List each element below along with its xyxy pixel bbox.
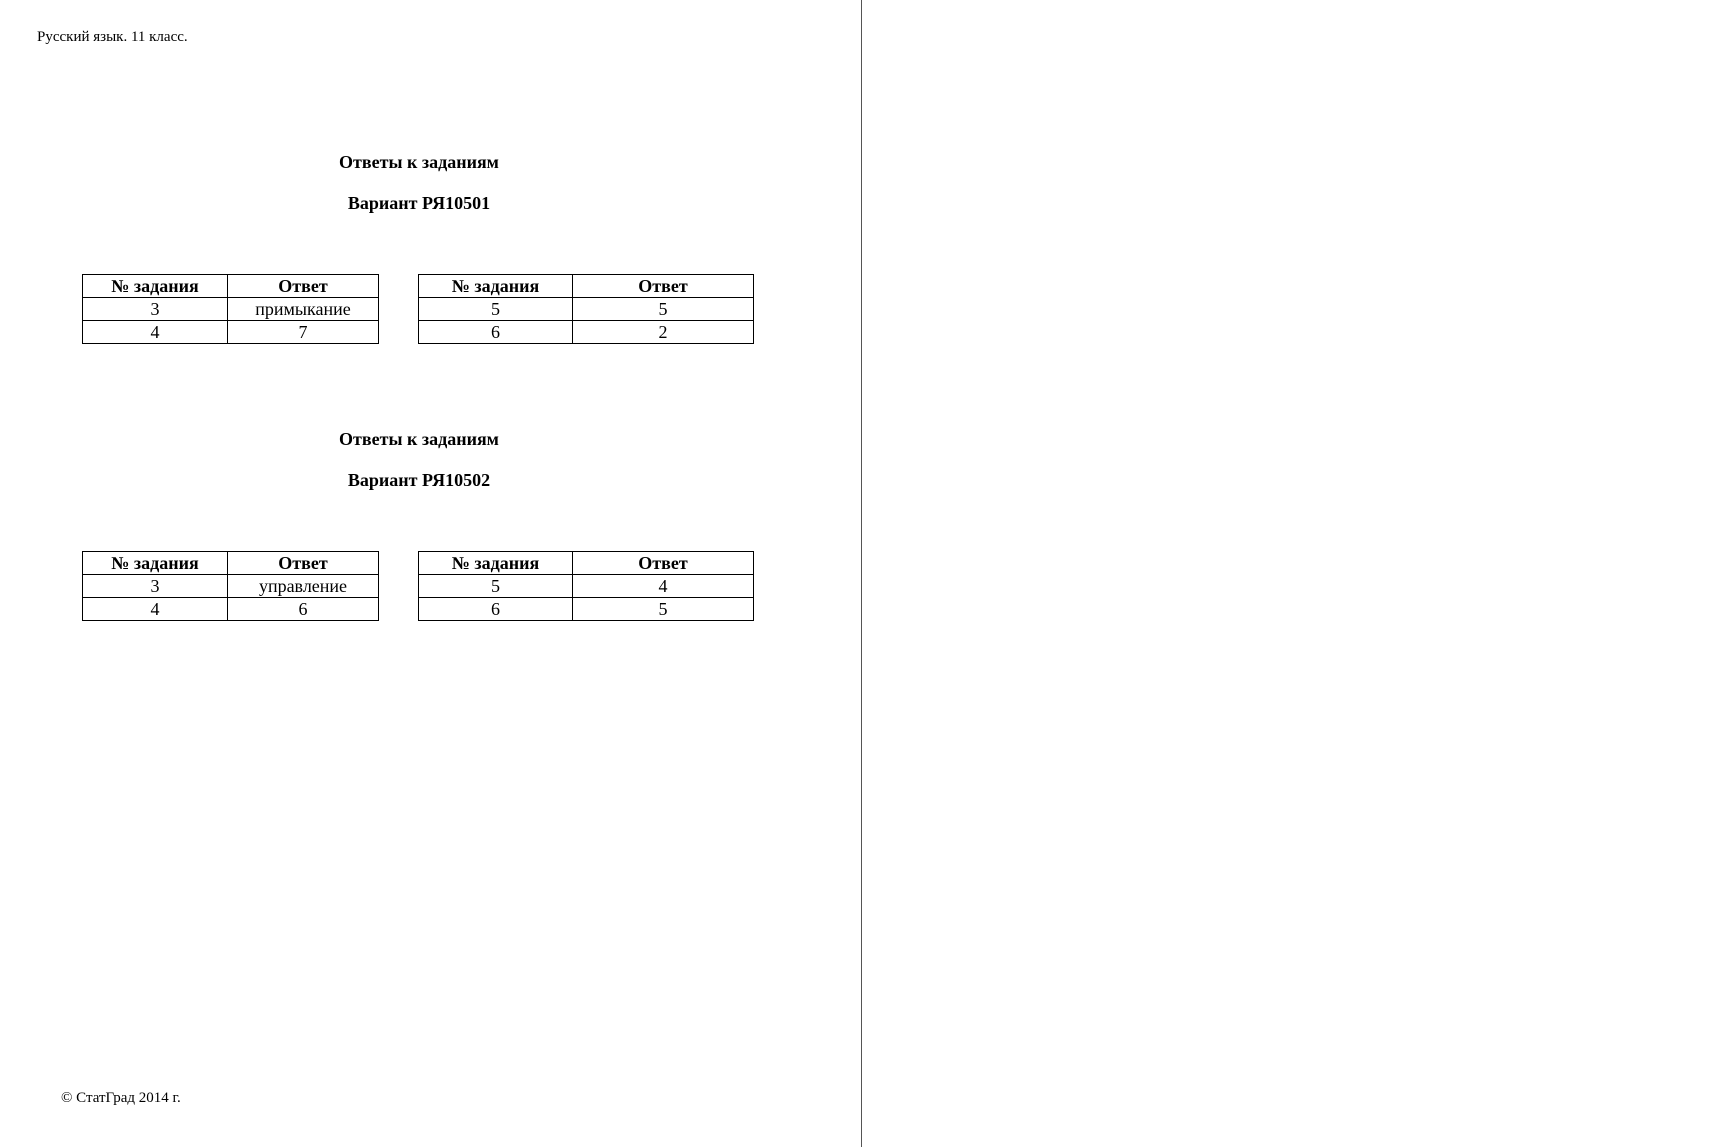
answer-cell: 5	[573, 598, 754, 621]
answer-cell: 6	[228, 598, 379, 621]
answer-cell: примыкание	[228, 298, 379, 321]
task-number-cell: 4	[83, 598, 228, 621]
answer-cell: 2	[573, 321, 754, 344]
header-answer: Ответ	[228, 552, 379, 575]
header-answer: Ответ	[228, 275, 379, 298]
answer-cell: управление	[228, 575, 379, 598]
task-number-cell: 3	[83, 298, 228, 321]
table-header-row	[419, 552, 754, 575]
answers-table-left	[82, 274, 379, 344]
answers-table-left	[82, 551, 379, 621]
header-task-number: № задания	[83, 275, 228, 298]
variant-title: Вариант РЯ10502	[347, 470, 491, 490]
answer-cell: 7	[228, 321, 379, 344]
header-task-number: № задания	[419, 552, 573, 575]
answers-table-right	[418, 551, 754, 621]
task-number-cell: 3	[83, 575, 228, 598]
task-number-cell: 6	[419, 598, 573, 621]
answers-table-right	[418, 274, 754, 344]
table-row	[83, 298, 379, 321]
answers-section-2	[0, 428, 838, 619]
task-number-cell: 5	[419, 298, 573, 321]
table-row	[419, 598, 754, 621]
header-answer: Ответ	[573, 275, 754, 298]
answers-section-1	[0, 151, 838, 342]
table-row	[83, 575, 379, 598]
table-row	[419, 321, 754, 344]
table-row	[83, 598, 379, 621]
page-header: Русский язык. 11 класс.	[37, 29, 188, 45]
table-header-row	[83, 275, 379, 298]
table-row	[419, 298, 754, 321]
page-divider	[861, 0, 862, 1147]
table-row	[83, 321, 379, 344]
header-answer: Ответ	[573, 552, 754, 575]
page-footer: © СтатГрад 2014 г.	[61, 1090, 181, 1106]
section-title: Ответы к заданиям	[339, 429, 499, 449]
variant-title: Вариант РЯ10501	[347, 193, 491, 213]
table-header-row	[83, 552, 379, 575]
task-number-cell: 5	[419, 575, 573, 598]
table-row	[419, 575, 754, 598]
section-title: Ответы к заданиям	[339, 152, 499, 172]
task-number-cell: 6	[419, 321, 573, 344]
answer-cell: 5	[573, 298, 754, 321]
task-number-cell: 4	[83, 321, 228, 344]
table-header-row	[419, 275, 754, 298]
header-task-number: № задания	[83, 552, 228, 575]
answer-cell: 4	[573, 575, 754, 598]
header-task-number: № задания	[419, 275, 573, 298]
